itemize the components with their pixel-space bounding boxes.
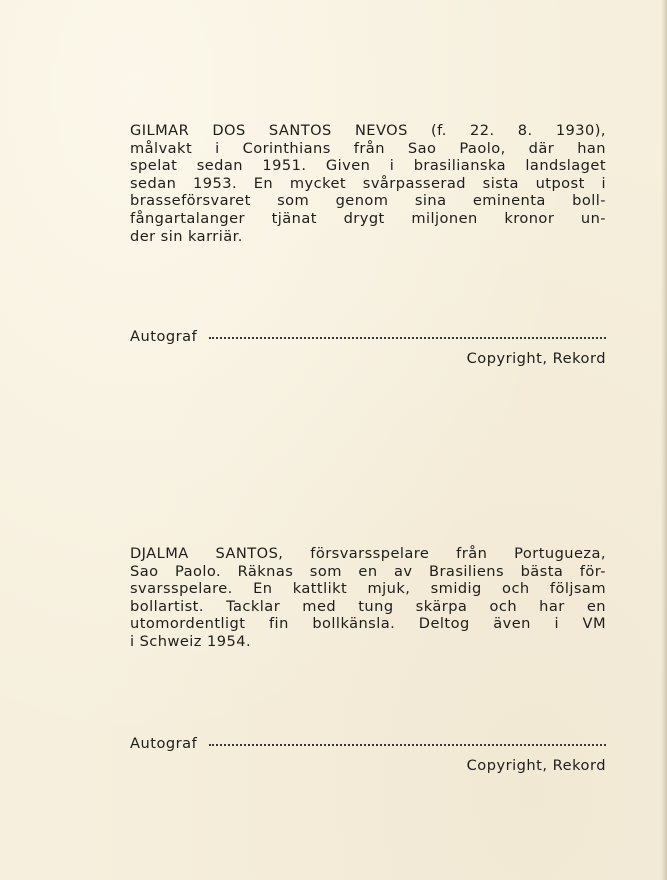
bio-line: i Schweiz 1954. (130, 632, 252, 650)
bio-line: der sin karriär. (130, 227, 243, 245)
bio-line: fångartalanger tjänat drygt miljonen kronor un- (130, 209, 606, 227)
player-bio (130, 122, 606, 245)
bio-line: sedan 1953. En mycket svårpasserad sista utpost i (130, 174, 606, 192)
bio-line: brasseförsvaret som genom sina eminenta boll- (130, 192, 606, 210)
autograph-field (130, 735, 606, 752)
autograph-field (130, 328, 606, 345)
paper-edge (661, 0, 667, 880)
copyright-notice: Copyright, Rekord (466, 757, 606, 774)
bio-line: Sao Paolo. Räknas som en av Brasiliens bästa för- (130, 562, 606, 580)
bio-line: utomordentligt fin bollkänsla. Deltog även i VM (130, 615, 606, 633)
bio-line: svarsspelare. En kattlikt mjuk, smidig och följsam (130, 580, 606, 598)
bio-line: GILMAR DOS SANTOS NEVOS (f. 22. 8. 1930), (130, 122, 606, 139)
bio-line: bollartist. Tacklar med tung skärpa och har en (130, 597, 606, 615)
player-card-djalma (130, 545, 606, 774)
autograph-label: Autograf (130, 328, 198, 345)
player-bio (130, 545, 606, 651)
autograph-dotted-line (209, 744, 606, 746)
bio-line: målvakt i Corinthians från Sao Paolo, där han (130, 139, 606, 157)
copyright-notice: Copyright, Rekord (466, 350, 606, 367)
player-card-gilmar (130, 122, 606, 367)
autograph-label: Autograf (130, 735, 198, 752)
bio-line: DJALMA SANTOS, försvarsspelare från Portugueza, (130, 545, 606, 562)
autograph-dotted-line (209, 337, 606, 339)
bio-line: spelat sedan 1951. Given i brasilianska landslaget (130, 157, 606, 175)
